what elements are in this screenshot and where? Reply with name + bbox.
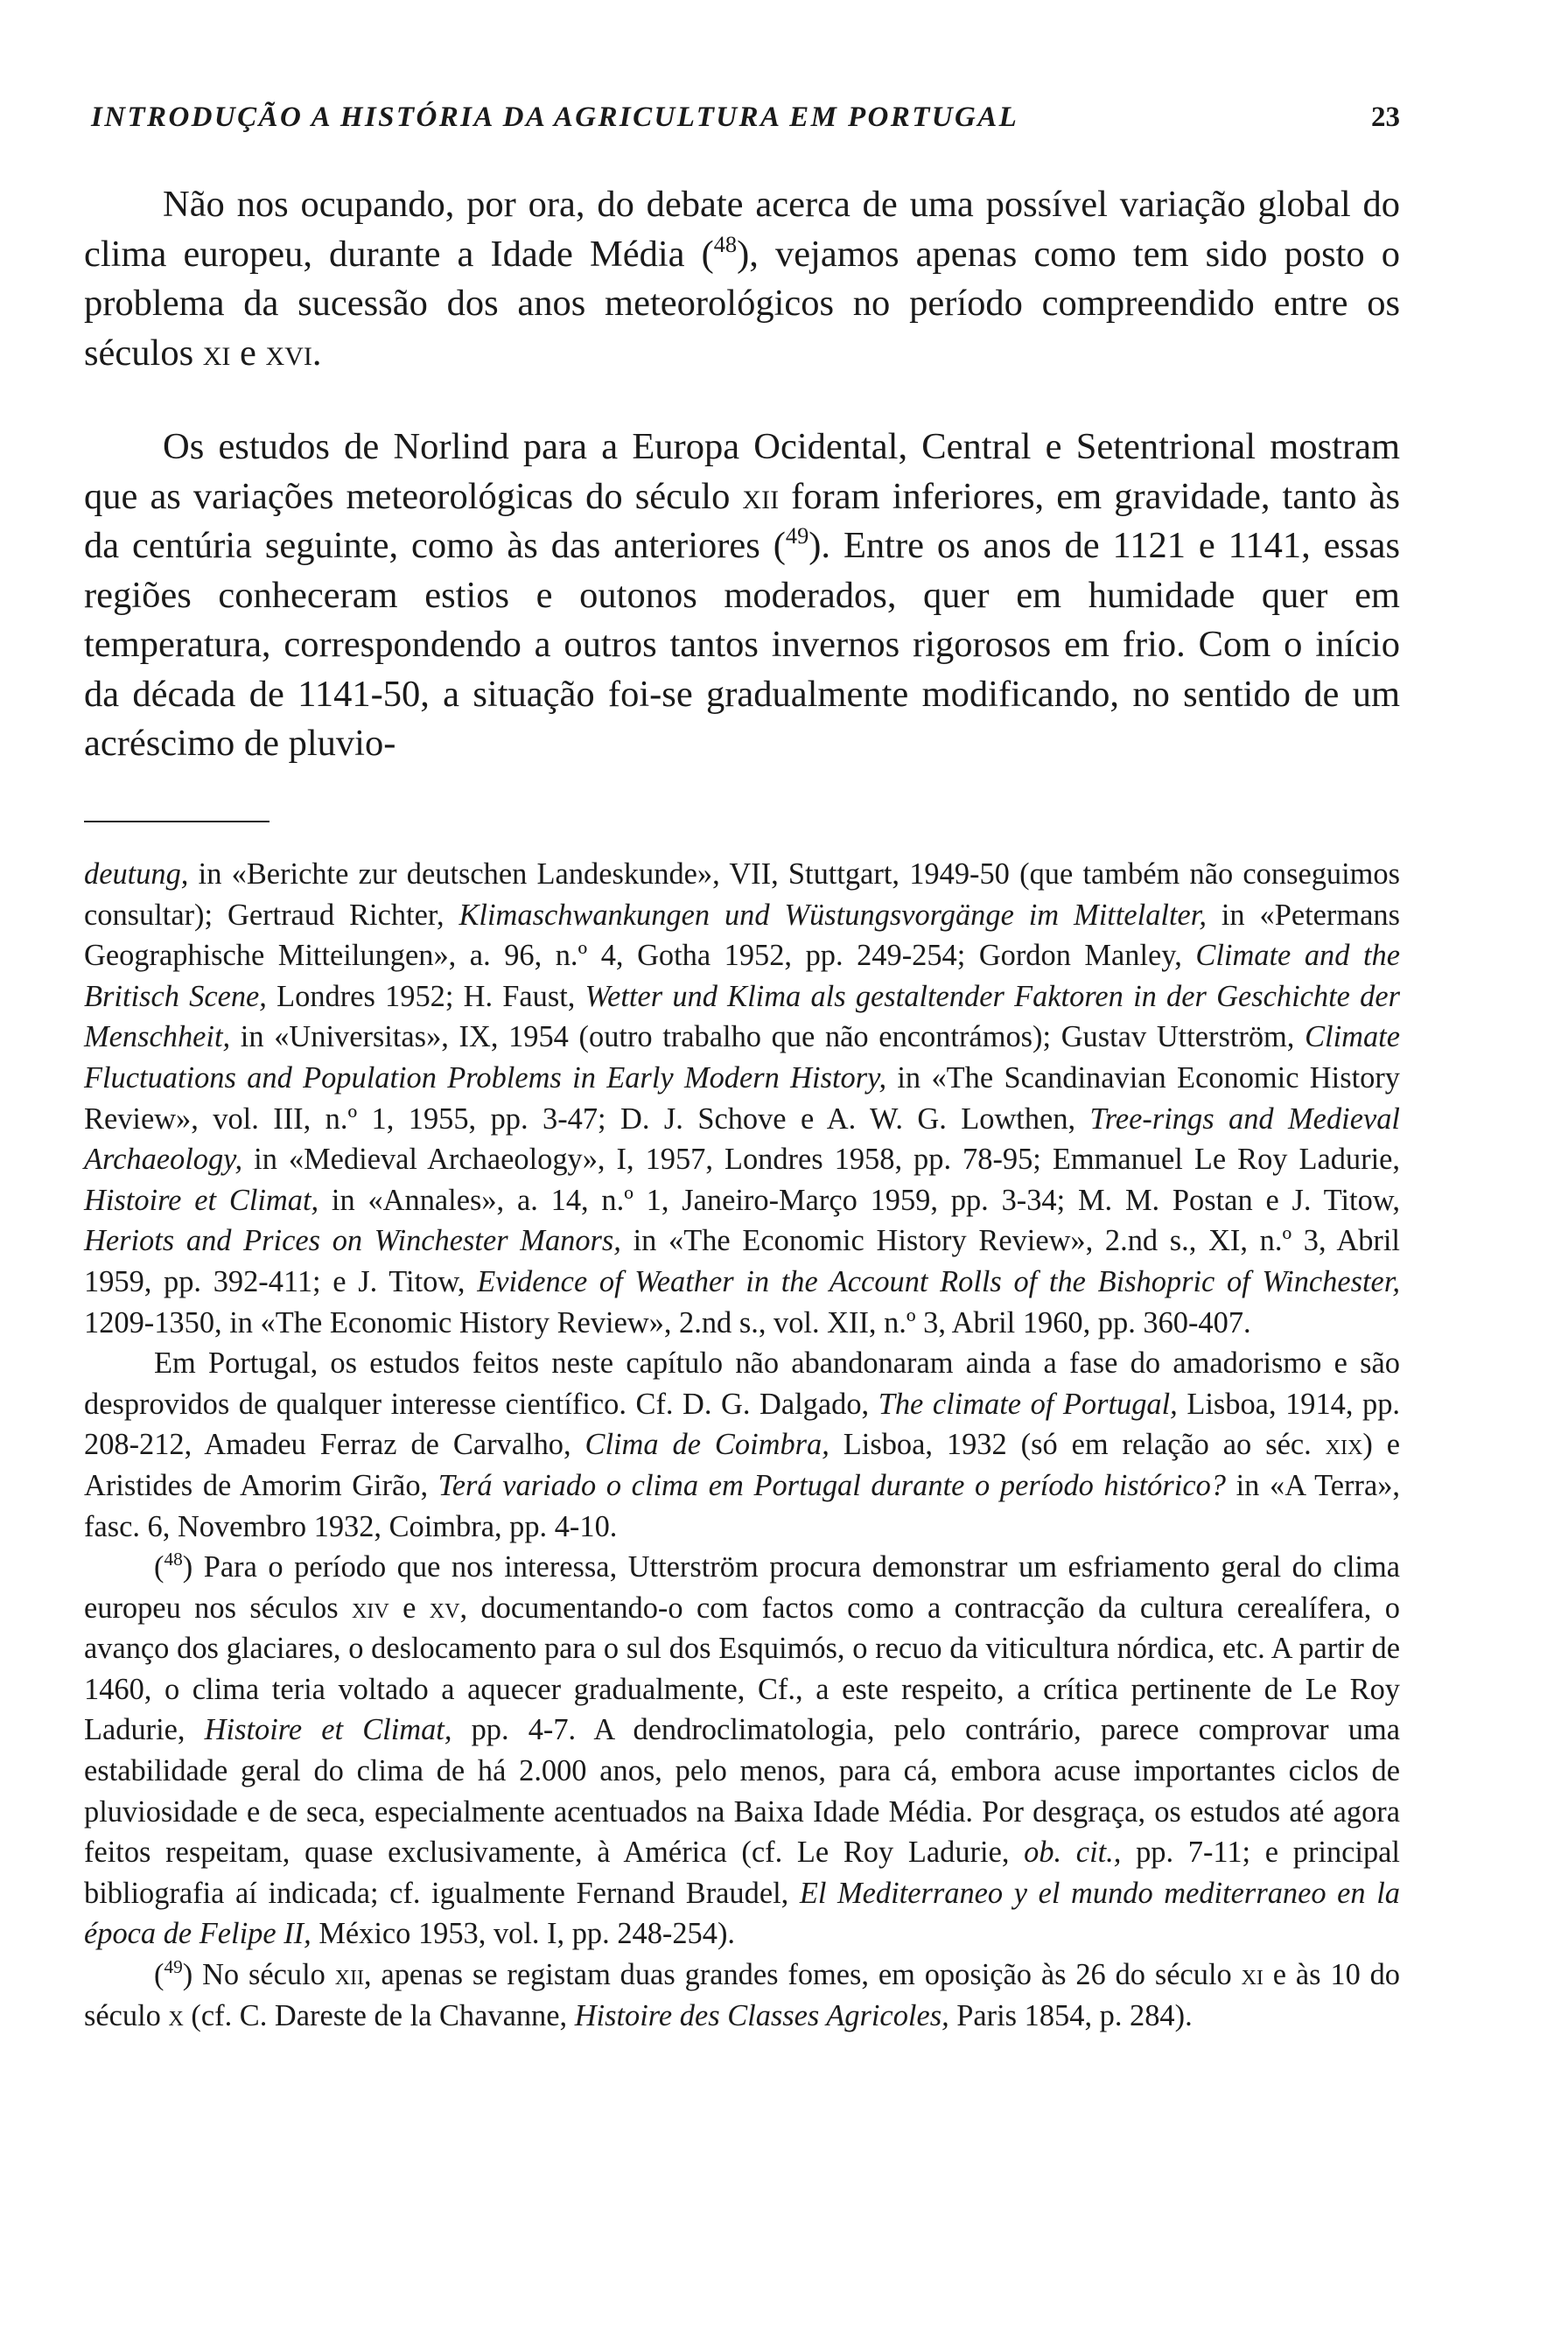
text-run: 1209-1350, in «The Economic History Review», 2.nd s., vol. XII, n.º 3, Abril 1960, pp. 360-407. — [84, 1305, 1251, 1339]
text-run: e — [388, 1591, 430, 1625]
text-run: Para o período que nos interessa, Utterström procura demonstrar um esfriamento geral do clima europeu nos séculos — [84, 1550, 1400, 1625]
roman-numeral: xi — [202, 332, 231, 374]
text-run: in «The Economic History Review», 2.nd s., XI, n.º 3, Abril 1959, pp. 392-411; e J. Titow, — [84, 1224, 1400, 1298]
text-run: Lisboa, 1914, pp. 208-212, Amadeu Ferraz de Carvalho, — [84, 1387, 1401, 1462]
footnote-ref-49: 49 — [785, 523, 809, 549]
footnote-ref-48: 48 — [713, 231, 738, 257]
running-header — [91, 101, 1400, 140]
text-run: (cf. C. Dareste de la Chavanne, — [183, 1998, 575, 2032]
footnote-label: 48 — [164, 1549, 183, 1570]
text-run: Paris 1854, p. 284). — [948, 1998, 1193, 2032]
roman-numeral: xix — [1325, 1428, 1363, 1462]
text-run: in «The Scandinavian Economic History Review», vol. III, n.º 1, 1955, pp. 3-47; D. J. Schove e A. W. G. Lowthen, — [84, 1060, 1400, 1136]
italic-title: The climate of Portugal, — [878, 1387, 1178, 1421]
text-run: , apenas se registam duas grandes fomes, em oposição às 26 do século — [364, 1958, 1242, 1992]
italic-title: Klimaschwankungen und Wüstungsvorgänge im Mittelalter, — [458, 898, 1207, 932]
text-run: Não nos ocupando, por ora, do debate acerca de uma possível variação global do clima europeu, durante a Idade Média ( — [84, 184, 1400, 275]
italic-title: Wetter und Klima als gestaltender Faktoren in der Geschichte der Menschheit, — [84, 979, 1400, 1054]
text-run: ). Entre os anos de 1121 e 1141, essas regiões conheceram estios e outonos moderados, quer em humidade quer em temperatura, correspondendo a outros tantos invernos rigorosos em frio. Com o início da década de 1141-50, a situação foi-se gradualmente modificando, no sentido de um acréscimo de pluvio- — [84, 525, 1400, 764]
roman-numeral: x — [168, 1998, 184, 2032]
running-title: INTRODUÇÃO A HISTÓRIA DA AGRICULTURA EM PORTUGAL — [91, 101, 1019, 133]
body-paragraph-1 — [84, 180, 1400, 378]
footnote-continuation — [84, 854, 1400, 1343]
text-run: Em Portugal, os estudos feitos neste capítulo não abandonaram ainda a fase do amadorismo e são desprovidos de qualquer interesse científico. Cf. D. G. Dalgado, — [84, 1346, 1400, 1421]
page-number: 23 — [1371, 101, 1400, 133]
text-run: pp. 7-11; e principal bibliografia aí indicada; cf. igualmente Fernand Braudel, — [84, 1836, 1400, 1910]
text-run: México 1953, vol. I, pp. 248-254). — [311, 1917, 735, 1951]
text-run: in «Petermans Geographische Mitteilungen», a. 96, n.º 4, Gotha 1952, pp. 249-254; Gordon Manley, — [84, 898, 1400, 973]
roman-numeral: xii — [334, 1958, 365, 1992]
roman-numeral: xvi — [265, 332, 312, 374]
text-run: in «Berichte zur deutschen Landeskunde», VII, Stuttgart, 1949-50 (que também não conseguimos consultar); Gertraud Richter, — [84, 857, 1400, 932]
italic-title: El Mediterraneo y el mundo mediterraneo en la época de Felipe II, — [84, 1876, 1400, 1951]
italic-title: Histoire et Climat, — [84, 1183, 319, 1217]
roman-numeral: xv — [429, 1591, 460, 1625]
roman-numeral: xiv — [352, 1591, 389, 1625]
text-run: e às 10 do século — [84, 1958, 1401, 2032]
italic-title: Terá variado o clima em Portugal durante o período histórico? — [438, 1468, 1226, 1502]
roman-numeral: xi — [1241, 1958, 1264, 1992]
italic-title: Evidence of Weather in the Account Rolls of the Bishopric of Winchester, — [477, 1264, 1400, 1298]
text-run: in «Universitas», IX, 1954 (outro trabalho que não encontrámos); Gustav Utterström, — [230, 1020, 1306, 1054]
footnote-separator — [84, 821, 270, 822]
italic-title: deutung, — [84, 857, 189, 891]
text-run: in «Annales», a. 14, n.º 1, Janeiro-Março 1959, pp. 3-34; M. M. Postan e J. Titow, — [318, 1183, 1400, 1217]
italic-title: Climate Fluctuations and Population Problems in Early Modern History, — [84, 1020, 1400, 1095]
text-run: foram inferiores, em gravidade, tanto às da centúria seguinte, como às das anteriores ( — [84, 475, 1400, 566]
text-run: in «A Terra», fasc. 6, Novembro 1932, Coimbra, pp. 4-10. — [84, 1468, 1401, 1543]
italic-title: Clima de Coimbra, — [584, 1428, 830, 1462]
footnote-49: ($^{49}$) No século xii, apenas se registam duas grandes fomes, em oposição às 26 do século xi e às 10 do século x (cf. C. Dareste de la Chavanne, Histoire des Classes Agricoles, Paris 1854, p. 284). — [84, 1956, 1401, 2032]
text-run: Os estudos de Norlind para a Europa Ocidental, Central e Setentrional mostram que as variações meteorológicas do século — [84, 426, 1400, 517]
footnotes — [84, 854, 1400, 2036]
italic-title: Climate and the Britisch Scene, — [84, 939, 1400, 1013]
text-run: e — [230, 332, 266, 374]
footnote-portugal-paragraph — [84, 1343, 1400, 1547]
roman-numeral: xii — [742, 475, 780, 517]
text-run: . — [312, 332, 322, 374]
text-run: Lisboa, 1932 (só em relação ao séc. — [829, 1428, 1326, 1462]
footnote-48: ($^{48}$) Para o período que nos interessa, Utterström procura demonstrar um esfriamento geral do clima europeu nos séculos xiv e xv, documentando-o com factos como a contracção da cultura cerealífera, o avanço dos glaciares, o deslocamento para o sul dos Esquimós, o recuo da viticultura nórdica, etc. A partir de 1460, o clima teria voltado a aquecer gradualmente, Cf., a este respeito, a crítica pertinente de Le Roy Ladurie, Histoire et Climat, pp. 4-7. A dendroclimatologia, pelo contrário, parece comprovar uma estabilidade geral do clima de há 2.000 anos, pelo menos, para cá, embora acuse importantes ciclos de pluviosidade e de seca, especialmente acentuados na Baixa Idade Média. Por desgraça, os estudos até agora feitos respeitam, quase exclusivamente, à América (cf. Le Roy Ladurie, ob. cit., pp. 7-11; e principal bibliografia aí indicada; cf. igualmente Fernand Braudel, El Mediterraneo y el mundo mediterraneo en la época de Felipe II, México 1953, vol. I, pp. 248-254). — [84, 1549, 1400, 1951]
italic-title: Histoire et Climat, — [204, 1713, 452, 1747]
text-run: ), vejamos apenas como tem sido posto o problema da sucessão dos anos meteorológicos no período compreendido entre os séculos — [84, 233, 1400, 374]
italic-title: Histoire des Classes Agricoles, — [574, 1998, 949, 2032]
italic-title: ob. cit., — [1024, 1836, 1122, 1870]
text-run: ) e Aristides de Amorim Girão, — [84, 1428, 1400, 1502]
text-run: No século — [192, 1958, 335, 1992]
text-run: Londres 1952; H. Faust, — [266, 979, 585, 1013]
text-run: in «Medieval Archaeology», I, 1957, Londres 1958, pp. 78-95; Emmanuel Le Roy Ladurie, — [242, 1143, 1400, 1177]
italic-title: Tree-rings and Medieval Archaeology, — [84, 1102, 1400, 1177]
footnote-label: 49 — [164, 1956, 183, 1978]
italic-title: Heriots and Prices on Winchester Manors, — [84, 1224, 621, 1258]
body-paragraph-2 — [84, 423, 1400, 769]
text-run: pp. 4-7. A dendroclimatologia, pelo contrário, parece comprovar uma estabilidade geral do clima de há 2.000 anos, pelo menos, para cá, embora acuse importantes ciclos de pluviosidade e de seca, especialmente acentuados na Baixa Idade Média. Por desgraça, os estudos até agora feitos respeitam, quase exclusivamente, à América (cf. Le Roy Ladurie, — [84, 1713, 1400, 1870]
text-run: , documentando-o com factos como a contracção da cultura cerealífera, o avanço dos glaciares, o deslocamento para o sul dos Esquimós, o recuo da viticultura nórdica, etc. A partir de 1460, o clima teria voltado a aquecer gradualmente, Cf., a este respeito, a crítica pertinente de Le Roy Ladurie, — [84, 1591, 1400, 1747]
